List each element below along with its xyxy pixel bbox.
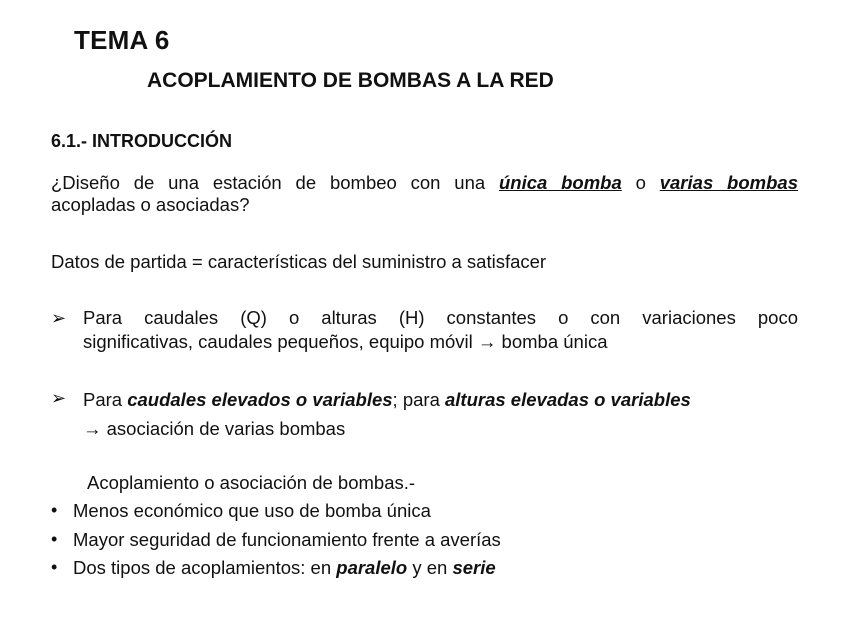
arrow-item-2-connector: ; para <box>392 389 445 410</box>
arrow-item-1-line-2: significativas, caudales pequeños, equipo móvil → bomba única <box>83 331 608 352</box>
emphasis-unica-bomba: única bomba <box>498 172 622 193</box>
bullet-item-3-connector: y en <box>407 557 453 578</box>
acoplamiento-heading: Acoplamiento o asociación de bombas.- <box>87 472 416 493</box>
question-connector: o <box>621 172 660 193</box>
bullet-item-1: Menos económico que uso de bomba única <box>73 500 431 521</box>
datos-text: Datos de partida = características del suministro a satisfacer <box>51 251 547 272</box>
emphasis-serie: serie <box>452 557 496 578</box>
page-subtitle: ACOPLAMIENTO DE BOMBAS A LA RED <box>147 69 554 92</box>
emphasis-varias-bombas: varias bombas <box>659 172 798 193</box>
question-text: ¿Diseño de una estación de bombeo con una <box>51 172 499 193</box>
question-line-1 <box>51 172 798 194</box>
arrow-bullet-icon: ➢ <box>51 308 67 328</box>
arrow-item-1-line-1: Para caudales (Q) o alturas (H) constantes o con variaciones poco <box>83 307 798 328</box>
bullet-icon: • <box>51 557 58 577</box>
bullet-icon: • <box>51 500 58 520</box>
arrow-item-1 <box>83 306 798 354</box>
arrow-item-2-line-1 <box>83 385 798 414</box>
emphasis-caudales: caudales elevados o variables <box>127 389 393 410</box>
page-title: TEMA 6 <box>74 25 170 55</box>
arrow-item-2-line-2: → asociación de varias bombas <box>83 418 346 439</box>
section-heading: 6.1.- INTRODUCCIÓN <box>51 131 233 151</box>
arrow-bullet-icon: ➢ <box>51 388 67 408</box>
bullet-icon: • <box>51 529 58 549</box>
bullet-item-3-text: Dos tipos de acoplamientos: en <box>73 557 337 578</box>
bullet-item-2: Mayor seguridad de funcionamiento frente a averías <box>73 529 501 550</box>
question-paragraph <box>51 172 798 216</box>
bullet-item-3 <box>73 557 496 579</box>
arrow-item-2 <box>83 385 798 443</box>
arrow-item-2-text: Para <box>83 389 128 410</box>
emphasis-paralelo: paralelo <box>336 557 408 578</box>
question-line-2: acopladas o asociadas? <box>51 194 250 215</box>
emphasis-alturas: alturas elevadas o variables <box>445 389 691 410</box>
